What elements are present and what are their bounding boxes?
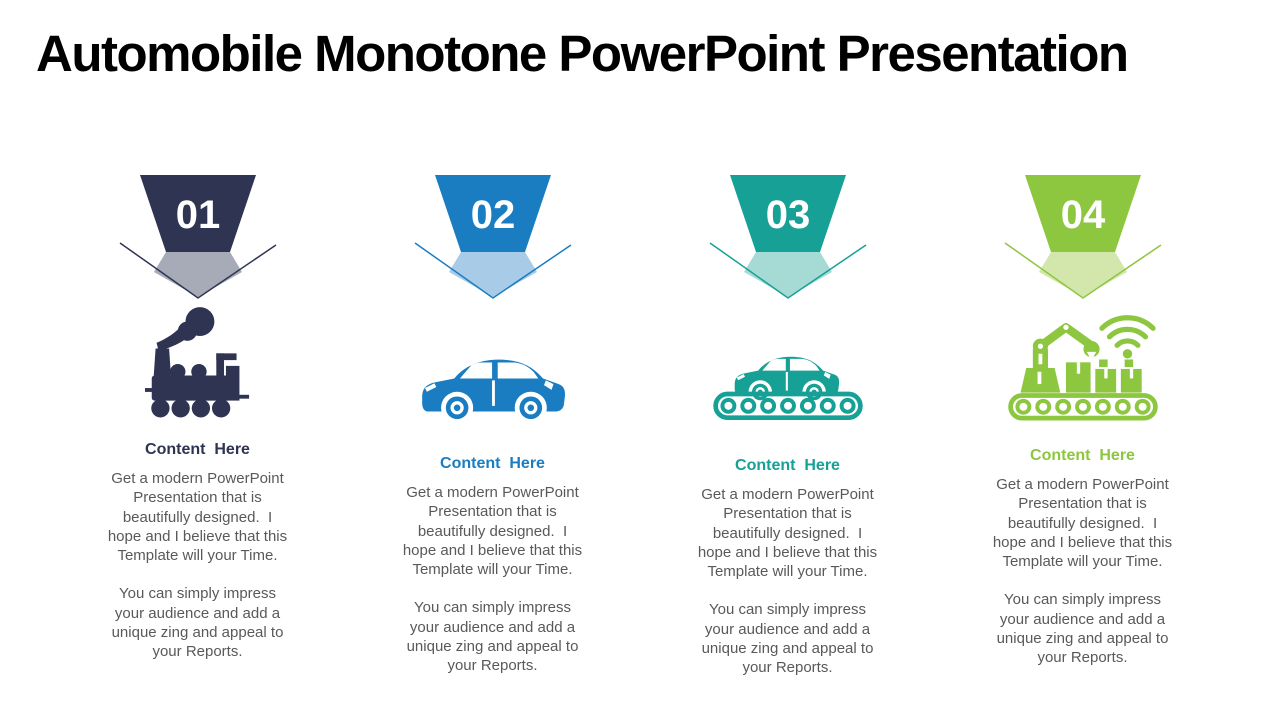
boxes — [1065, 359, 1141, 392]
step-number: 02 — [470, 193, 515, 237]
step-column-2 — [345, 175, 640, 678]
icon-box — [145, 301, 251, 421]
icon-box — [417, 301, 569, 421]
conveyor-belt — [1010, 395, 1155, 418]
step-number: 04 — [1060, 193, 1105, 237]
icon-box — [712, 301, 864, 421]
body-paragraph-2: You can simply impress your audience and add a unique zing and appeal to your Reports. — [406, 599, 579, 675]
body-paragraph-1: Get a modern PowerPoint Presentation that is beautifully designed. I hope and I believe that this Template will your Time. — [107, 470, 288, 565]
step-number: 01 — [175, 193, 220, 237]
sedan-car-icon — [417, 353, 569, 421]
funnel-arrow-shape — [708, 175, 868, 301]
funnel-arrow-shape — [413, 175, 573, 301]
body-paragraph-1: Get a modern PowerPoint Presentation that is beautifully designed. I hope and I believe that this Template will your Time. — [992, 476, 1173, 571]
body-paragraph-1: Get a modern PowerPoint Presentation that is beautifully designed. I hope and I believe that this Template will your Time. — [697, 486, 878, 581]
content-heading: Content Here — [1030, 447, 1135, 464]
content-heading: Content Here — [145, 441, 250, 458]
car-on-belt — [734, 357, 838, 404]
steps-row — [50, 175, 1230, 678]
wifi-icon — [1101, 318, 1152, 359]
funnel-arrow-shape — [118, 175, 278, 301]
body-paragraph-2: You can simply impress your audience and add a unique zing and appeal to your Reports. — [111, 585, 284, 661]
body-paragraph-2: You can simply impress your audience and add a unique zing and appeal to your Reports. — [701, 601, 874, 677]
step-number: 03 — [765, 193, 810, 237]
smart-factory-icon — [1007, 315, 1159, 421]
step-column-3 — [640, 175, 935, 678]
step-column-1 — [50, 175, 345, 678]
car-assembly-line-icon — [712, 351, 864, 421]
steam-locomotive-icon — [145, 305, 251, 421]
content-heading: Content Here — [440, 455, 545, 472]
funnel-arrow-shape — [1003, 175, 1163, 301]
body-paragraph-2: You can simply impress your audience and add a unique zing and appeal to your Reports. — [996, 591, 1169, 667]
conveyor-belt — [715, 394, 860, 418]
icon-box — [1007, 301, 1159, 421]
step-column-4 — [935, 175, 1230, 678]
body-paragraph-1: Get a modern PowerPoint Presentation that is beautifully designed. I hope and I believe that this Template will your Time. — [402, 484, 583, 579]
slide-title: Automobile Monotone PowerPoint Presentation — [36, 25, 1128, 82]
content-heading: Content Here — [735, 457, 840, 474]
